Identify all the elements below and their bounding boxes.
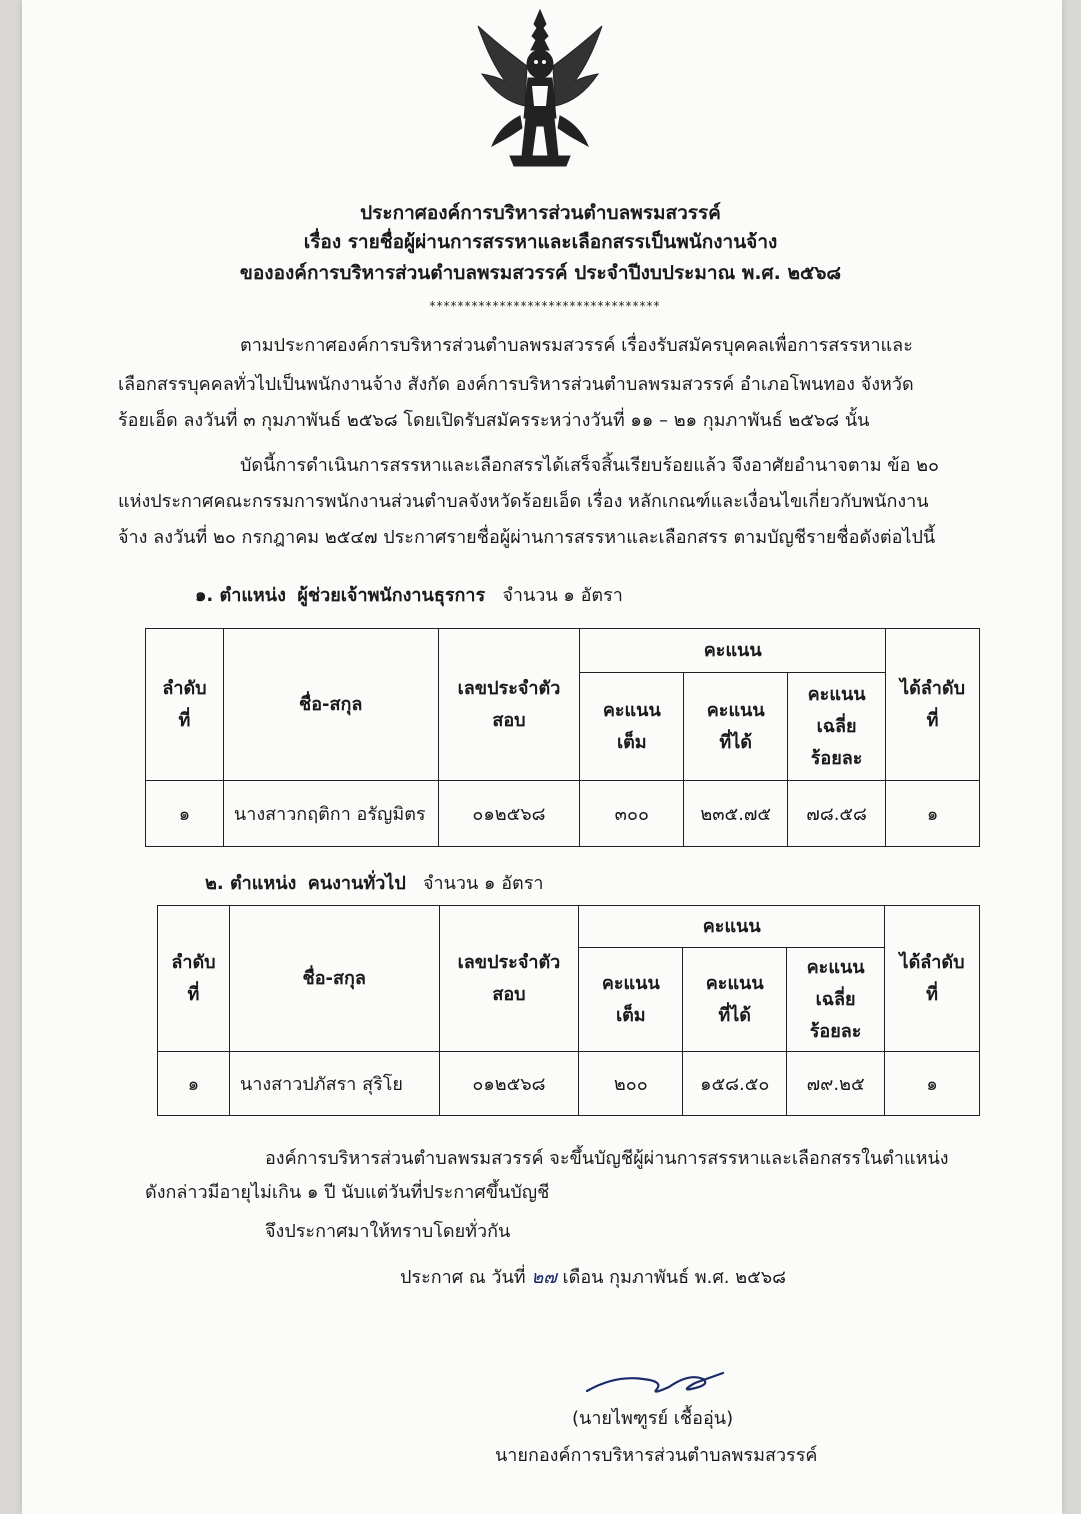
cell-full-score: ๓๐๐ xyxy=(580,781,684,847)
header-name: ชื่อ-สกุล xyxy=(229,906,439,1052)
section-2-count: จำนวน ๑ อัตรา xyxy=(422,873,544,894)
date-day: ๒๗ xyxy=(531,1267,557,1288)
score-table-1 xyxy=(145,628,980,847)
header-score: คะแนน xyxy=(579,906,885,948)
section-1-position: ผู้ช่วยเจ้าพนักงานธุรการ xyxy=(297,585,486,606)
cell-name: นางสาวกฤติกา อรัญมิตร xyxy=(223,781,438,847)
cell-order: ๑ xyxy=(158,1052,230,1116)
garuda-emblem-icon xyxy=(470,6,610,174)
date-suffix: เดือน กุมภาพันธ์ พ.ศ. ๒๕๖๘ xyxy=(562,1267,787,1288)
cell-order: ๑ xyxy=(146,781,224,847)
date-prefix: ประกาศ ณ วันที่ xyxy=(400,1267,526,1288)
footer-closing: จึงประกาศมาให้ทราบโดยทั่วกัน xyxy=(265,1221,511,1242)
paragraph-1-line-3: ร้อยเอ็ด ลงวันที่ ๓ กุมภาพันธ์ ๒๕๖๘ โดยเปิดรับสมัครระหว่างวันที่ ๑๑ – ๒๑ กุมภาพันธ์ ๒๕๖๘ นั้น xyxy=(118,410,870,431)
cell-avg-percent: ๗๘.๕๘ xyxy=(788,781,886,847)
signer-title: นายกองค์การบริหารส่วนตำบลพรมสวรรค์ xyxy=(495,1445,818,1466)
header-exam-id: เลขประจำตัว สอบ xyxy=(438,629,580,781)
header-avg-percent: คะแนน เฉลี่ย ร้อยละ xyxy=(787,948,885,1052)
paragraph-2-line-3: จ้าง ลงวันที่ ๒๐ กรกฎาคม ๒๕๔๗ ประกาศรายชื่อผู้ผ่านการสรรหาและเลือกสรร ตามบัญชีรายชื่อดังต่อไปนี้ xyxy=(118,527,936,548)
announcement-subject: เรื่อง รายชื่อผู้ผ่านการสรรหาและเลือกสรรเป็นพนักงานจ้าง xyxy=(303,231,778,253)
header-avg-percent: คะแนน เฉลี่ย ร้อยละ xyxy=(788,673,886,781)
header-rank: ได้ลำดับ ที่ xyxy=(886,629,980,781)
header-got-score: คะแนน ที่ได้ xyxy=(683,948,787,1052)
cell-exam-id: ๐๑๒๕๖๘ xyxy=(439,1052,579,1116)
score-table-2 xyxy=(157,905,980,1116)
announcement-subject-cont: ขององค์การบริหารส่วนตำบลพรมสวรรค์ ประจำปีงบประมาณ พ.ศ. ๒๕๖๘ xyxy=(239,262,842,284)
table-row xyxy=(158,1052,980,1116)
header-score: คะแนน xyxy=(580,629,886,673)
announcement-date xyxy=(400,1262,786,1291)
signature-icon xyxy=(585,1355,725,1405)
cell-got-score: ๒๓๕.๗๕ xyxy=(684,781,788,847)
header-exam-id: เลขประจำตัว สอบ xyxy=(439,906,579,1052)
cell-name: นางสาวปภัสรา สุริโย xyxy=(229,1052,439,1116)
paragraph-2-line-1: บัดนี้การดำเนินการสรรหาและเลือกสรรได้เสร็จสิ้นเรียบร้อยแล้ว จึงอาศัยอำนาจตาม ข้อ ๒๐ xyxy=(240,455,939,476)
header-full-score: คะแนน เต็ม xyxy=(580,673,684,781)
paragraph-2-line-2: แห่งประกาศคณะกรรมการพนักงานส่วนตำบลจังหวัดร้อยเอ็ด เรื่อง หลักเกณฑ์และเงื่อนไขเกี่ยวกับพนักงาน xyxy=(118,491,929,512)
header-name: ชื่อ-สกุล xyxy=(223,629,438,781)
section-1-number: ๑. ตำแหน่ง xyxy=(195,585,286,606)
header-rank: ได้ลำดับ ที่ xyxy=(885,906,980,1052)
cell-got-score: ๑๕๘.๕๐ xyxy=(683,1052,787,1116)
header-full-score: คะแนน เต็ม xyxy=(579,948,683,1052)
header-order: ลำดับ ที่ xyxy=(158,906,230,1052)
header-got-score: คะแนน ที่ได้ xyxy=(684,673,788,781)
cell-avg-percent: ๗๙.๒๕ xyxy=(787,1052,885,1116)
paragraph-1-line-1: ตามประกาศองค์การบริหารส่วนตำบลพรมสวรรค์ เรื่องรับสมัครบุคคลเพื่อการสรรหาและ xyxy=(240,335,913,356)
section-2-number: ๒. ตำแหน่ง xyxy=(205,873,297,894)
signer-name: (นายไพฑูรย์ เชื้ออุ่น) xyxy=(572,1408,734,1429)
footer-line-2: ดังกล่าวมีอายุไม่เกิน ๑ ปี นับแต่วันที่ประกาศขึ้นบัญชี xyxy=(145,1182,550,1203)
stars-divider: ********************************* xyxy=(429,299,661,313)
section-1-heading xyxy=(195,580,623,609)
cell-rank: ๑ xyxy=(885,1052,980,1116)
cell-exam-id: ๐๑๒๕๖๘ xyxy=(438,781,580,847)
section-2-heading xyxy=(205,868,543,897)
announcement-title: ประกาศองค์การบริหารส่วนตำบลพรมสวรรค์ xyxy=(360,202,721,224)
header-order: ลำดับ ที่ xyxy=(146,629,224,781)
paragraph-1-line-2: เลือกสรรบุคคลทั่วไปเป็นพนักงานจ้าง สังกัด องค์การบริหารส่วนตำบลพรมสวรรค์ อำเภอโพนทอง จังหวัด xyxy=(118,374,914,395)
table-row xyxy=(146,781,980,847)
section-2-position: คนงานทั่วไป xyxy=(307,873,406,894)
cell-rank: ๑ xyxy=(886,781,980,847)
cell-full-score: ๒๐๐ xyxy=(579,1052,683,1116)
section-1-count: จำนวน ๑ อัตรา xyxy=(502,585,623,606)
footer-line-1: องค์การบริหารส่วนตำบลพรมสวรรค์ จะขึ้นบัญชีผู้ผ่านการสรรหาและเลือกสรรในตำแหน่ง xyxy=(265,1148,949,1169)
